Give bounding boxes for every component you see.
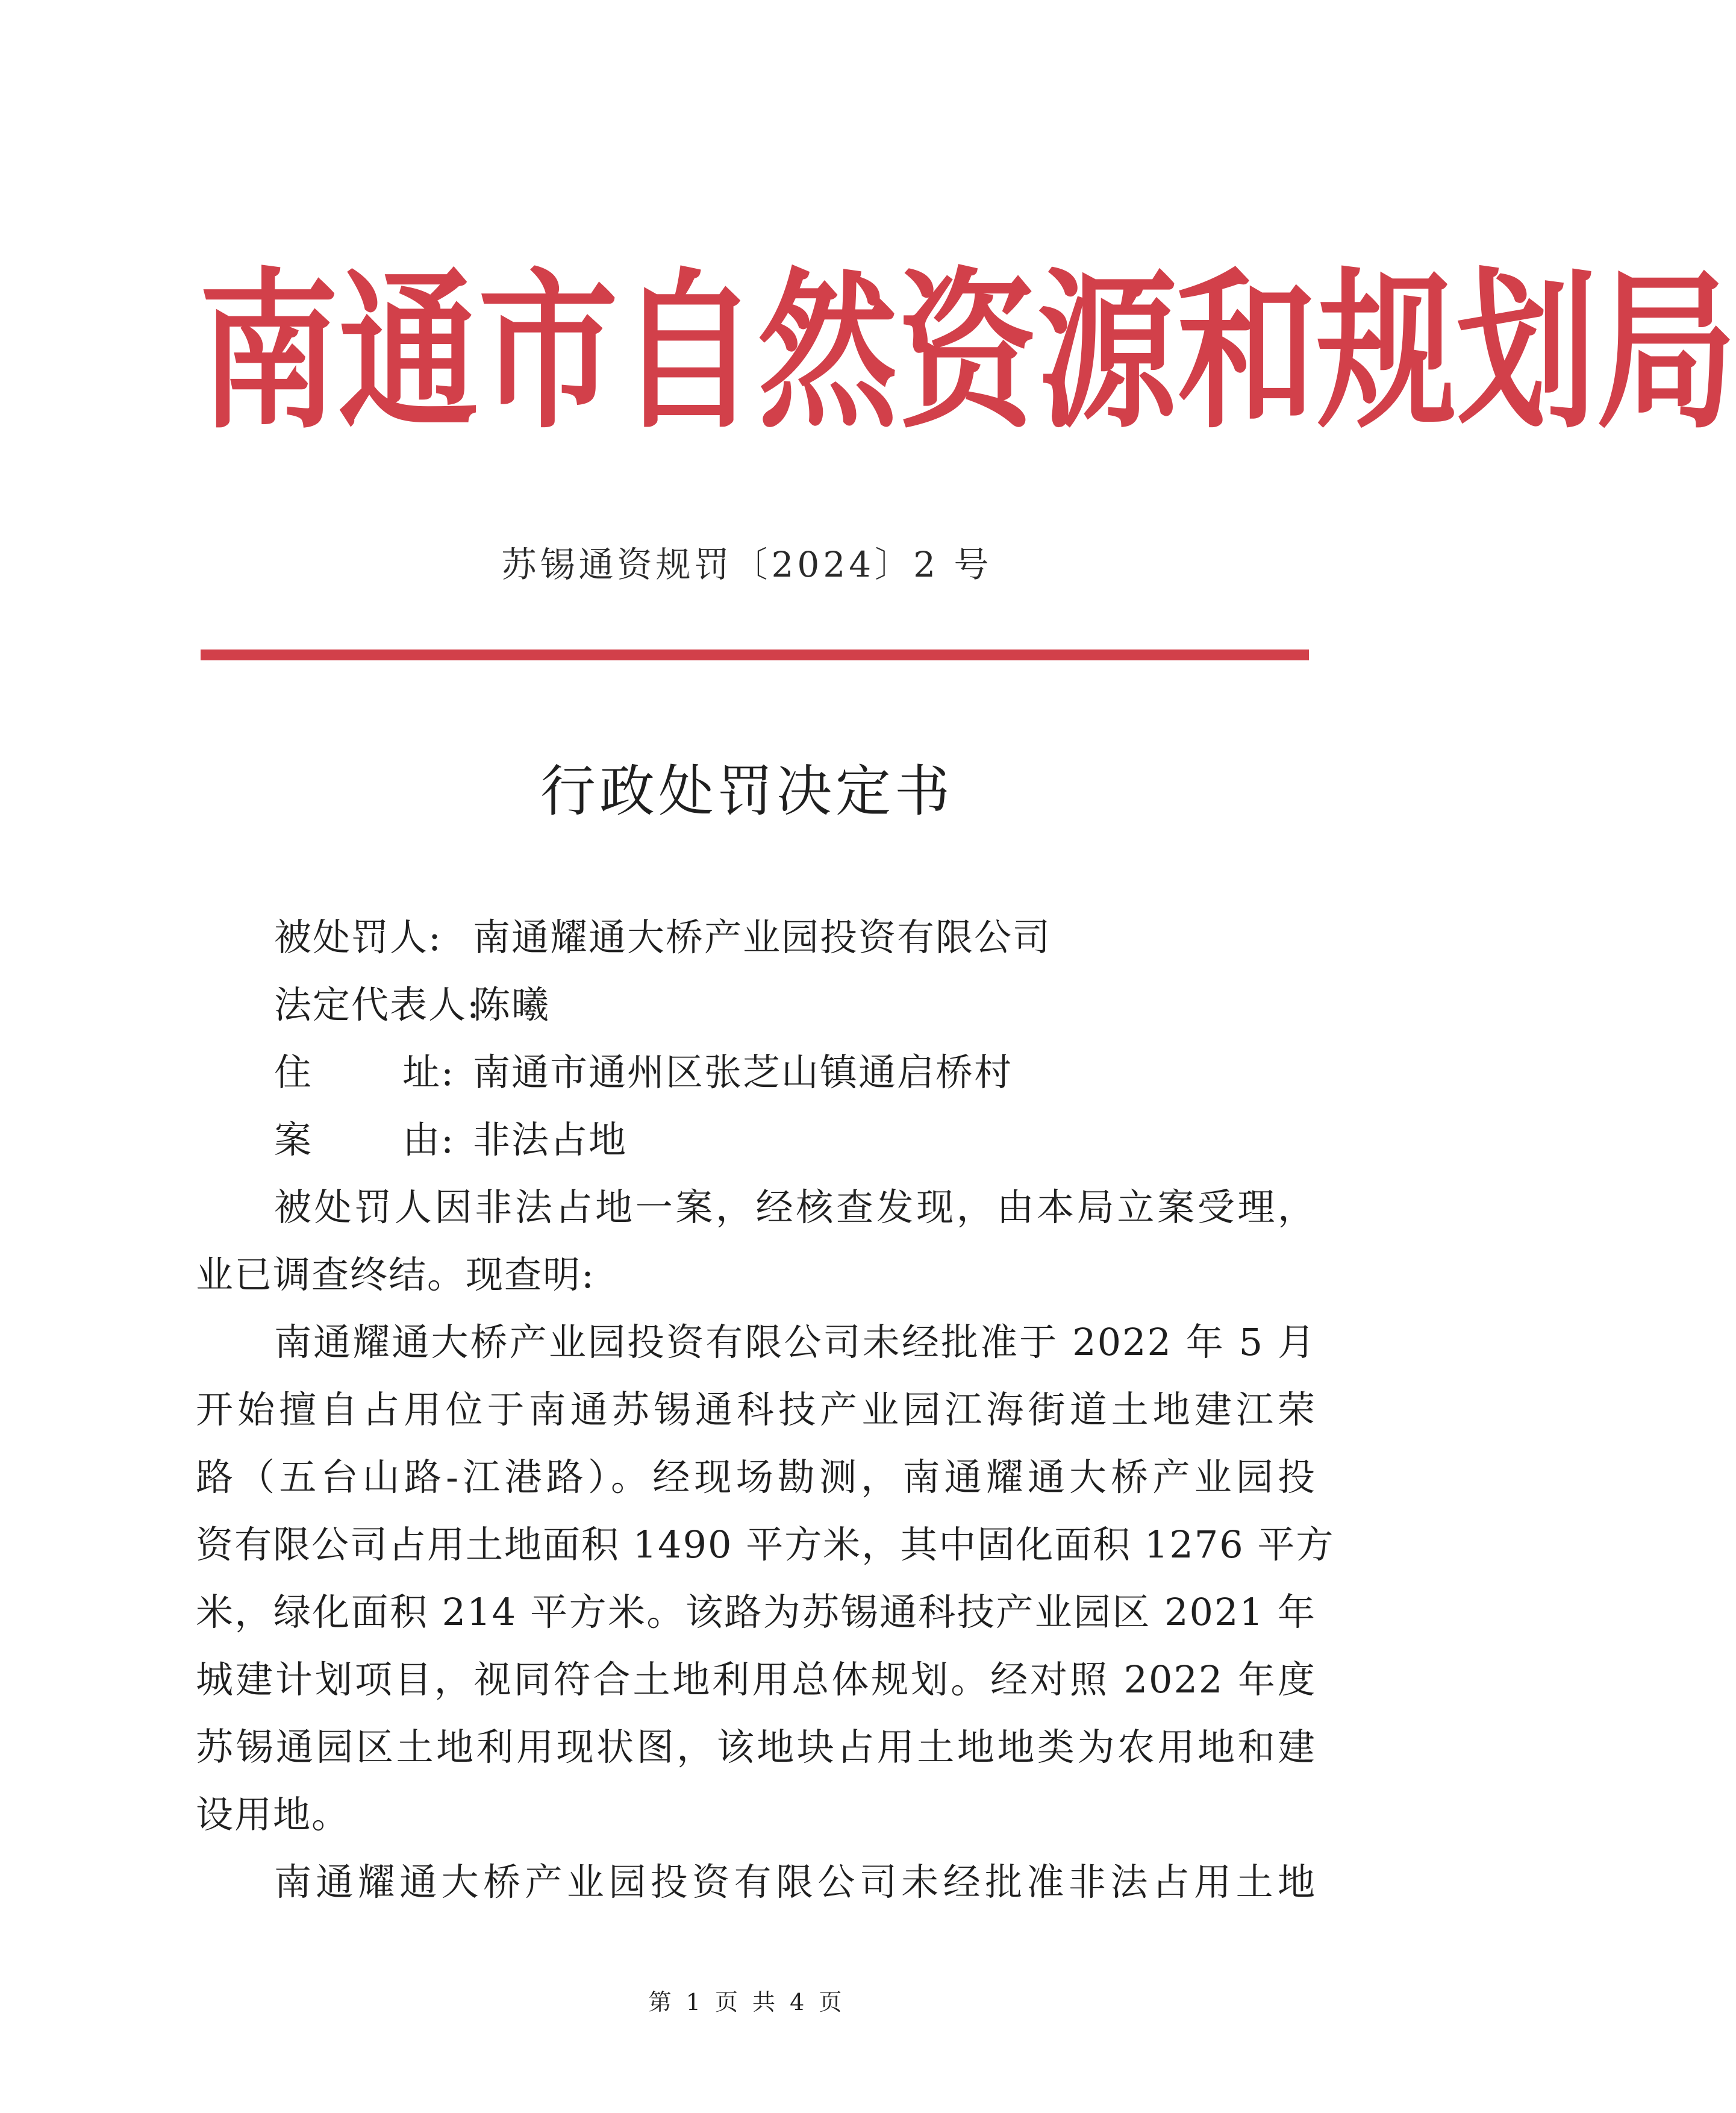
agency-title-char: 自 — [618, 253, 758, 452]
field-value: 陈曦 — [473, 983, 551, 1027]
text-line: 资有限公司占用土地面积 1490 平方米，其中固化面积 1276 平方 — [196, 1523, 1335, 1567]
agency-title-char: 源 — [1037, 253, 1178, 452]
text-line: 路（五台山路-江港路）。经现场勘测，南通耀通大桥产业园投 — [196, 1455, 1316, 1499]
decision-title: 行政处罚决定书 — [540, 759, 954, 824]
agency-title-char: 通 — [339, 253, 479, 452]
text-line: 苏锡通园区土地利用现状图，该地块占用土地地类为农用地和建 — [196, 1725, 1316, 1769]
field-penalized-party — [196, 904, 1316, 971]
text-line: 城建计划项目，视同符合土地利用总体规划。经对照 2022 年度 — [196, 1658, 1316, 1701]
field-legal-representative — [196, 971, 1316, 1039]
field-address — [196, 1039, 1316, 1106]
agency-title-char: 和 — [1177, 253, 1317, 452]
document-body — [196, 904, 1335, 1916]
text-line: 米，绿化面积 214 平方米。该路为苏锡通科技产业园区 2021 年 — [196, 1590, 1316, 1634]
field-label-part: 址: — [402, 1050, 455, 1094]
field-label-part: 案 — [274, 1118, 313, 1162]
agency-title-char: 资 — [898, 253, 1038, 452]
text-line: 业已调查终结。现查明: — [196, 1253, 595, 1297]
field-label: 被处罚人: — [274, 915, 442, 959]
paragraph-1 — [196, 1174, 1316, 1309]
agency-title-char: 市 — [478, 253, 619, 452]
agency-title-char: 然 — [758, 253, 898, 452]
field-case-reason — [196, 1106, 1316, 1174]
field-value: 南通市通州区张芝山镇通启桥村 — [473, 1050, 1013, 1094]
red-divider — [201, 650, 1309, 660]
text-line: 开始擅自占用位于南通苏锡通科技产业园江海街道土地建江荣 — [196, 1388, 1316, 1432]
text-line: 南通耀通大桥产业园投资有限公司未经批准非法占用土地 — [274, 1860, 1316, 1904]
paragraph-3 — [196, 1848, 1316, 1916]
text-line: 被处罚人因非法占地一案，经核查发现，由本局立案受理， — [274, 1185, 1316, 1229]
field-label — [274, 1106, 455, 1174]
field-label — [274, 1039, 455, 1106]
agency-title-char: 规 — [1317, 253, 1457, 452]
text-line: 南通耀通大桥产业园投资有限公司未经批准于 2022 年 5 月 — [274, 1320, 1316, 1364]
text-line: 设用地。 — [196, 1792, 351, 1836]
agency-title-char: 南 — [199, 253, 339, 452]
field-label-part: 由: — [402, 1118, 455, 1162]
agency-title — [199, 253, 1736, 452]
paragraph-2 — [196, 1309, 1335, 1848]
agency-title-char: 局 — [1596, 253, 1736, 452]
field-label: 法定代表人: — [274, 983, 481, 1027]
document-number: 苏锡通资规罚〔2024〕2 号 — [501, 544, 993, 585]
field-value: 南通耀通大桥产业园投资有限公司 — [473, 915, 1052, 959]
agency-title-char: 划 — [1457, 253, 1597, 452]
field-label-part: 住 — [274, 1050, 313, 1094]
field-value: 非法占地 — [473, 1118, 628, 1162]
page-number: 第 1 页 共 4 页 — [648, 1989, 846, 2015]
